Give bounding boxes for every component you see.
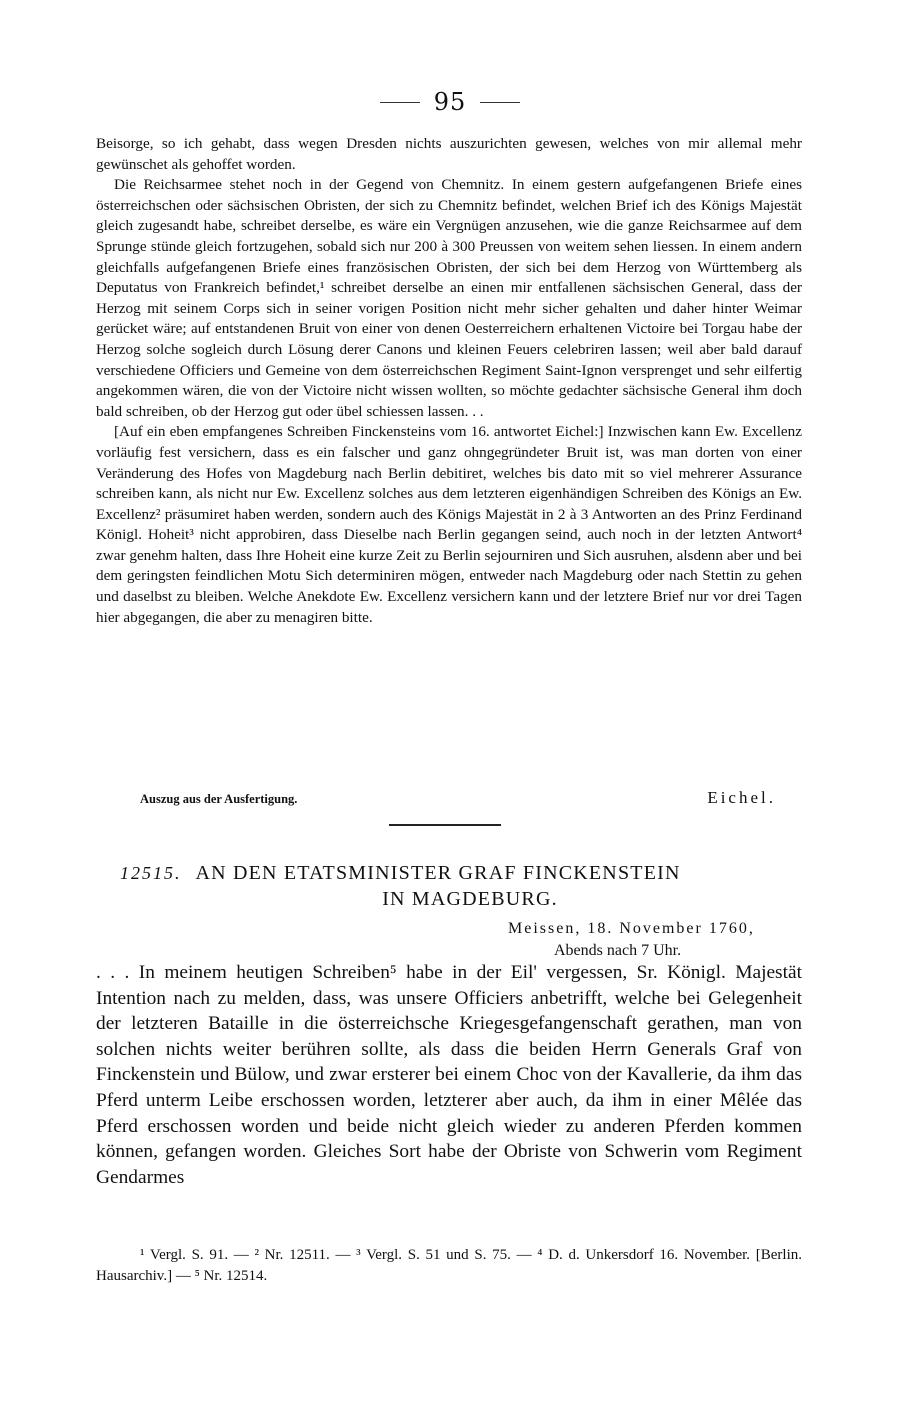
page-header [0,88,900,116]
dateline [508,918,788,962]
page-number: 95 [433,88,467,116]
preceding-letter [96,134,802,628]
time-of-day: Abends nach 7 Uhr. [554,942,682,959]
footnote-text: ¹ Vergl. S. 91. — ² Nr. 12511. — ³ Vergl. S. 51 und S. 75. — ⁴ D. d. Unkersdorf 16. November. [Berlin. Hausarchiv.] — ⁵ Nr. 12514. [96,1247,802,1284]
source-note: Auszug aus der Ausfertigung. [140,792,298,806]
document-body [96,960,802,1190]
preceding-paragraph-1: Beisorge, so ich gehabt, dass wegen Dresden nichts auszurichten gewesen, welches von mir allemal mehr gewünschet als gehoffet worden. [96,135,802,173]
signature: Eichel. [707,788,776,807]
document-heading [120,860,800,912]
header-dash-right [480,102,520,103]
heading-line-1 [120,860,800,886]
footnotes [96,1245,802,1287]
body-paragraph: . . . In meinem heutigen Schreiben⁵ habe in der Eil' vergessen, Sr. Königl. Majestät Intention nach zu melden, dass, was unsere Officiers anbetrifft, welche bei Gelegenheit der letzteren Bataille in die österreichsche Kriegesgefangenschaft gerathen, man von solchen nichts weiter berühren sollte, als dass die beiden Herrn Generals Graf von Finckenstein und Bülow, und zwar ersterer bei einem Choc von der Kavallerie, da ihm das Pferd unterm Leibe erschossen worden, letzterer aber auch, da ihm in einer Mêlée das Pferd erschossen worden und beide nicht gleich wieder zu anderen Pferden kommen können, gefangen worden. Gleiches Sort habe der Obriste von Schwerin vom Regiment Gendarmes [96,962,802,1188]
document-number: 12515. [120,863,182,883]
header-dash-left [380,102,420,103]
document-title-line-2: IN MAGDEBURG. [382,888,558,910]
document-title-line-1: AN DEN ETATSMINISTER GRAF FINCKENSTEIN [195,862,681,884]
preceding-paragraph-3: [Auf ein eben empfangenes Schreiben Finckensteins vom 16. antwortet Eichel:] Inzwischen kann Ew. Excellenz vorläufig fest versichern, dass es ein falscher und ganz ohngegründeter Bruit ist, was man dorten von einer Veränderung des Hofes von Magdeburg nach Berlin debitiret, welches bis dato mit so viel mehrerer Assurance schreiben kann, als nicht nur Ew. Excellenz solches aus dem letzteren eigenhändigen Schreiben des Königs an Ew. Excellenz² präsumiret haben werden, sondern auch des Königs Majestät in 2 à 3 Antworten an des Prinz Ferdinand Königl. Hoheit³ nicht approbiren, dass Dieselbe nach Berlin gegangen seind, auch noch in der letzten Antwort⁴ zwar genehm halten, dass Ihre Hoheit eine kurze Zeit zu Berlin sejourniren und Sich ausruhen, alsdenn aber und bei dem geringsten feindlichen Motu Sich determiniren mögen, entweder nach Magdeburg oder nach Stettin zu gehen und daselbst zu bleiben. Welche Anekdote Ew. Excellenz versichern kann und der letztere Brief nur vor drei Tagen hier abgegangen, die aber zu menagiren bitte. [96,423,802,626]
section-divider [389,824,501,826]
place-date: Meissen, 18. November 1760, [508,920,755,937]
attribution-row [140,788,776,808]
preceding-paragraph-2: Die Reichsarmee stehet noch in der Gegend von Chemnitz. In einem gestern aufgefangenen Briefe eines österreichschen oder sächsischen Obristen, der sich zu Chemnitz befindet, welchen Brief ich des Königs Majestät gleich zugesandt habe, schreibet derselbe, es wäre ein Vergnügen anzusehen, wie die ganze Reichsarmee auf dem Sprunge stünde gleich fortzugehen, sobald sich nur 200 à 300 Preussen von weitem sehen liessen. In einem andern gleichfalls aufgefangenen Briefe eines französischen Obristen, der sich bei dem Herzog von Württemberg als Deputatus von Frankreich befindet,¹ schreibet derselbe an einen mir entfallenen sächsischen General, dass der Herzog mit seinem Corps sich in seiner vorigen Position nicht mehr sicher gehalten und daher hinter Weimar gerücket wäre; auf entstandenen Bruit von einer von denen Oesterreichern erhaltenen Victoire bei Torgau habe der Herzog solche sogleich durch Lösung derer Canons und kleinen Feuers celebriren lassen; weil aber bald darauf verschiedene Officiers und Gemeine von dem österreichschen Regiment Saint-Ignon versprenget und sehr eilfertig angekommen wären, die von der Victoire nicht wissen wollten, so möchte gedachter sächsische General ihm doch bald schreiben, ob der Herzog gut oder übel schiessen lassen. . . [96,176,802,420]
